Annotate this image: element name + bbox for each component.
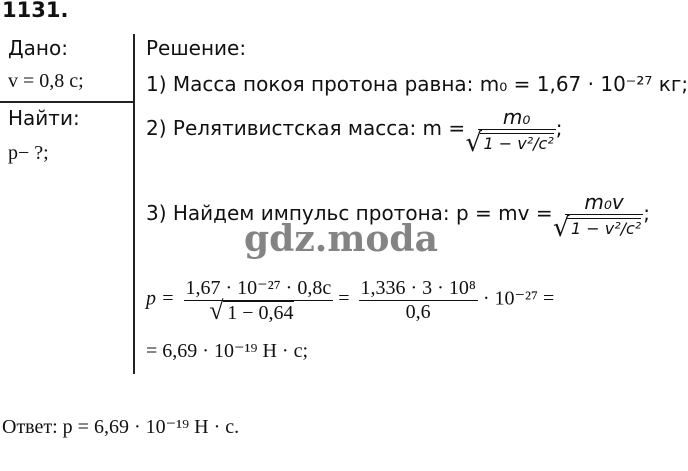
calc-fraction-2-denominator: 0,6 bbox=[405, 300, 431, 323]
step2-denominator: √ 1 − v²/c² bbox=[480, 133, 554, 153]
calc-fraction-2 bbox=[359, 277, 478, 324]
calc-equals: = bbox=[338, 287, 350, 310]
horizontal-divider bbox=[0, 101, 134, 103]
result-line: = 6,69 · 10⁻¹⁹ Н · с; bbox=[146, 340, 309, 362]
step1-text: 1) Масса покоя протона равна: m₀ = 1,67 · 10⁻²⁷ кг; bbox=[146, 72, 688, 96]
vertical-divider bbox=[133, 34, 135, 374]
step2: 2) Релятивистская масса: m = m₀ √ 1 − v²/c² ; bbox=[146, 105, 563, 154]
step3-numerator: m₀v bbox=[565, 190, 643, 215]
calc-fraction-2-numerator: 1,336 · 3 · 10⁸ bbox=[360, 276, 476, 299]
calc-line bbox=[146, 275, 554, 325]
problem-number: 1131. bbox=[2, 0, 69, 22]
find-value: p− ?; bbox=[8, 142, 49, 164]
watermark: gdz.moda bbox=[244, 218, 438, 260]
step2-label: 2) Релятивистская масса: m = bbox=[146, 116, 466, 140]
calc-lhs: p = bbox=[146, 287, 175, 310]
step2-fraction bbox=[478, 105, 556, 154]
solution-header: Решение: bbox=[146, 36, 247, 60]
calc-tail: · 10⁻²⁷ = bbox=[482, 287, 555, 310]
step3-denominator: √ 1 − v²/c² bbox=[567, 218, 641, 238]
answer: Ответ: p = 6,69 · 10⁻¹⁹ Н · с. bbox=[2, 416, 240, 438]
step2-numerator: m₀ bbox=[478, 105, 556, 130]
step3: 3) Найдем импульс протона: p = mv = m₀v √ 1 − v²/c² ; bbox=[146, 190, 650, 239]
step3-fraction bbox=[565, 190, 643, 239]
calc-fraction-1 bbox=[184, 275, 334, 325]
step3-label: 3) Найдем импульс протона: p = mv = bbox=[146, 201, 553, 225]
find-header: Найти: bbox=[8, 106, 80, 130]
calc-fraction-1-denominator: √ 1 − 0,64 bbox=[223, 301, 293, 325]
calc-fraction-1-numerator: 1,67 · 10⁻²⁷ · 0,8c bbox=[185, 277, 332, 299]
given-header: Дано: bbox=[8, 36, 68, 60]
given-value: v = 0,8 c; bbox=[8, 70, 84, 92]
